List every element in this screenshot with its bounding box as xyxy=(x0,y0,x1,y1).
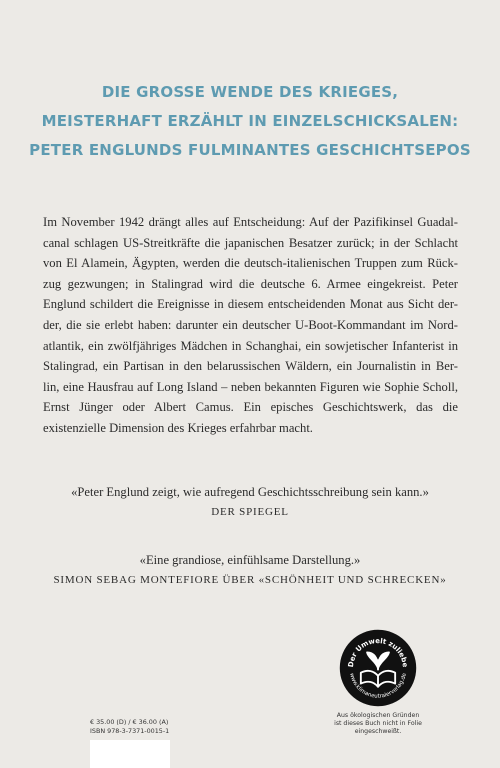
seal-caption-line: Aus ökologischen Gründen xyxy=(336,712,420,719)
quote-text: «Peter Englund zeigt, wie aufregend Geschichtsschreibung sein kann.» xyxy=(71,485,429,499)
climate-neutral-seal xyxy=(339,629,417,707)
headline-line-1: DIE GROSSE WENDE DES KRIEGES, xyxy=(101,83,399,101)
quote-source: DER SPIEGEL xyxy=(211,506,289,518)
headline-line-2: MEISTERHAFT ERZÄHLT IN EINZELSCHICKSALEN: xyxy=(41,112,459,130)
blurb-line: existenzielle Dimension des Krieges erfahrbar macht. xyxy=(43,420,313,435)
blurb-line: der, die sie erlebt haben: darunter ein deutscher U-Boot-Kommandant im Nord- xyxy=(43,317,458,332)
blurb-line: Englund schildert die Ereignisse in diesem entscheidenden Monat aus Sicht der- xyxy=(43,297,458,312)
headline-line-3: PETER ENGLUNDS FULMINANTES GESCHICHTSEPOS xyxy=(29,141,471,159)
quote-text: «Eine grandiose, einfühlsame Darstellung.» xyxy=(139,553,361,567)
price-text: € 35.00 (D) / € 36.00 (A) xyxy=(90,718,169,726)
blurb-line: canal schlagen US-Streitkräfte die japanischen Besatzer zurück; in der Schlacht xyxy=(43,235,458,250)
blurb-line: atlantik, ein zwölfjähriges Mädchen in Schanghai, ein sowjetischer Infanterist in xyxy=(43,338,458,353)
blurb-line: von El Alamein, Ägypten, werden die deutsch-italienischen Truppen zum Rück- xyxy=(43,256,458,271)
headline xyxy=(0,78,500,165)
blurb xyxy=(43,212,458,439)
seal-bottom-text: www.klimaneutralerverlag.de xyxy=(348,672,408,700)
quote-spiegel xyxy=(0,482,500,522)
quote-montefiore xyxy=(0,550,500,590)
barcode-area xyxy=(90,740,170,768)
seal-top-text: Der Umwelt zuliebe xyxy=(345,636,411,668)
seal-caption xyxy=(318,712,438,736)
isbn-text: ISBN 978-3-7371-0015-1 xyxy=(90,727,170,735)
blurb-line: zug gezwungen; in Stalingrad wird die deutsche 6. Armee eingekreist. Peter xyxy=(43,276,458,291)
seal-caption-line: eingeschweißt. xyxy=(354,728,402,735)
blurb-line: Ernst Jünger oder Albert Camus. Ein episches Geschichtswerk, das die xyxy=(43,400,458,415)
price-isbn xyxy=(90,718,169,736)
quote-source: SIMON SEBAG MONTEFIORE ÜBER «SCHÖNHEIT UND SCHRECKEN» xyxy=(53,574,447,586)
blurb-line: lin, eine Hausfrau auf Long Island – neben bekannten Figuren wie Sophie Scholl, xyxy=(43,379,458,394)
seal-caption-line: ist dieses Buch nicht in Folie xyxy=(334,720,422,727)
blurb-line: Im November 1942 drängt alles auf Entscheidung: Auf der Pazifikinsel Guadal- xyxy=(43,215,458,229)
blurb-line: Stalingrad, ein Partisan in den belarussischen Wäldern, ein Journalistin in Ber- xyxy=(43,359,458,374)
